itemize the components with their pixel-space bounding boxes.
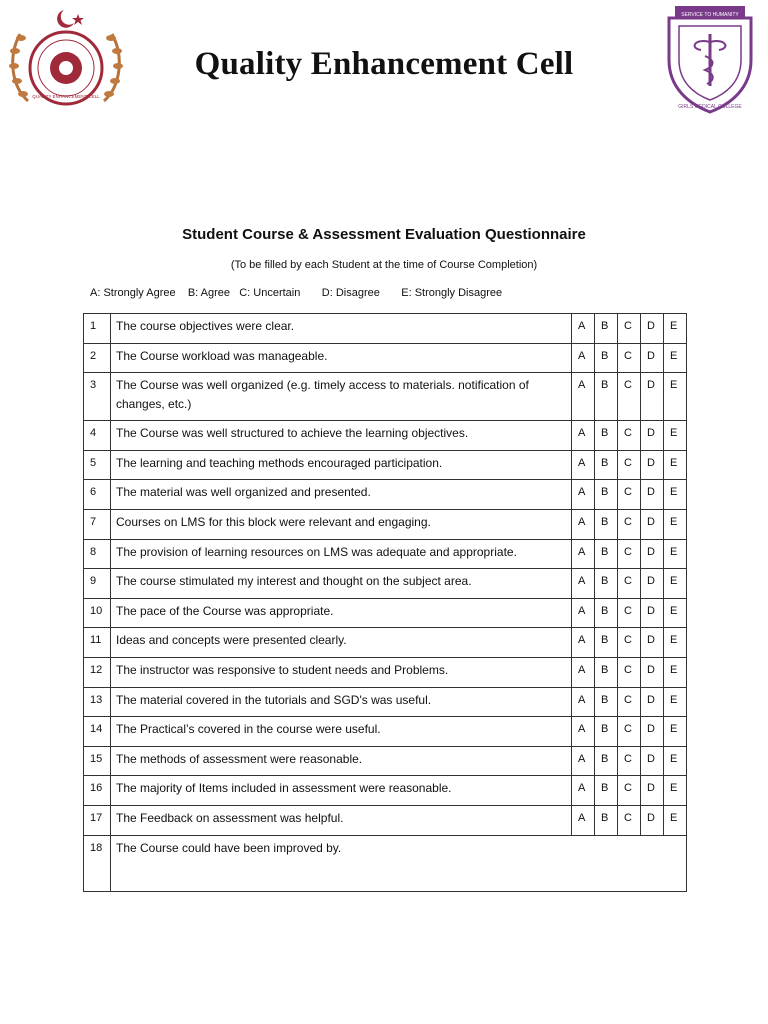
scale-d: D: Disagree <box>321 287 380 299</box>
option-e[interactable]: E <box>664 628 687 658</box>
option-c[interactable]: C <box>618 421 641 451</box>
question-row <box>84 480 687 510</box>
option-d[interactable]: D <box>641 421 664 451</box>
question-number: 11 <box>84 628 111 658</box>
option-a[interactable]: A <box>572 450 595 480</box>
option-a[interactable]: A <box>572 569 595 599</box>
option-b[interactable]: B <box>595 598 618 628</box>
question-text: The learning and teaching methods encouraged participation. <box>111 450 572 480</box>
option-c[interactable]: C <box>618 539 641 569</box>
option-b[interactable]: B <box>595 314 618 344</box>
option-c[interactable]: C <box>618 509 641 539</box>
option-c[interactable]: C <box>618 314 641 344</box>
option-c[interactable]: C <box>618 343 641 373</box>
question-number: 3 <box>84 373 111 421</box>
option-a[interactable]: A <box>572 314 595 344</box>
option-e[interactable]: E <box>664 598 687 628</box>
option-b[interactable]: B <box>595 343 618 373</box>
option-d[interactable]: D <box>641 746 664 776</box>
question-number: 16 <box>84 776 111 806</box>
question-number: 8 <box>84 539 111 569</box>
option-d[interactable]: D <box>641 628 664 658</box>
option-d[interactable]: D <box>641 657 664 687</box>
question-text: The methods of assessment were reasonable. <box>111 746 572 776</box>
form-title: Student Course & Assessment Evaluation Questionnaire <box>182 226 586 243</box>
option-c[interactable]: C <box>618 687 641 717</box>
option-e[interactable]: E <box>664 687 687 717</box>
question-row <box>84 539 687 569</box>
option-b[interactable]: B <box>595 450 618 480</box>
question-row <box>84 569 687 599</box>
option-a[interactable]: A <box>572 598 595 628</box>
option-b[interactable]: B <box>595 776 618 806</box>
option-e[interactable]: E <box>664 450 687 480</box>
option-d[interactable]: D <box>641 776 664 806</box>
question-row <box>84 687 687 717</box>
option-c[interactable]: C <box>618 717 641 747</box>
question-number: 13 <box>84 687 111 717</box>
option-e[interactable]: E <box>664 776 687 806</box>
option-d[interactable]: D <box>641 569 664 599</box>
question-text: Ideas and concepts were presented clearly. <box>111 628 572 658</box>
question-text: The Course was well organized (e.g. timely access to materials. notification of changes, etc.) <box>111 373 572 421</box>
qec-logo-text: QUALITY ENHANCEMENT CELL <box>32 94 100 99</box>
question-number: 14 <box>84 717 111 747</box>
option-b[interactable]: B <box>595 373 618 421</box>
option-d[interactable]: D <box>641 450 664 480</box>
option-b[interactable]: B <box>595 569 618 599</box>
option-a[interactable]: A <box>572 480 595 510</box>
question-number: 15 <box>84 746 111 776</box>
option-b[interactable]: B <box>595 657 618 687</box>
option-d[interactable]: D <box>641 509 664 539</box>
question-number: 17 <box>84 805 111 835</box>
option-e[interactable]: E <box>664 746 687 776</box>
questionnaire-table <box>83 313 687 892</box>
option-c[interactable]: C <box>618 746 641 776</box>
question-number: 9 <box>84 569 111 599</box>
question-row <box>84 421 687 451</box>
question-row <box>84 598 687 628</box>
option-c[interactable]: C <box>618 450 641 480</box>
option-a[interactable]: A <box>572 509 595 539</box>
question-number: 12 <box>84 657 111 687</box>
option-d[interactable]: D <box>641 805 664 835</box>
scale-a: A: Strongly Agree <box>90 287 176 299</box>
scale-e: E: Strongly Disagree <box>401 287 503 299</box>
option-c[interactable]: C <box>618 657 641 687</box>
question-text: The majority of Items included in assessment were reasonable. <box>111 776 572 806</box>
question-row <box>84 746 687 776</box>
option-d[interactable]: D <box>641 598 664 628</box>
form-instruction: (To be filled by each Student at the time of Course Completion) <box>230 259 538 271</box>
question-text: Courses on LMS for this block were relevant and engaging. <box>111 509 572 539</box>
option-d[interactable]: D <box>641 539 664 569</box>
option-a[interactable]: A <box>572 717 595 747</box>
option-b[interactable]: B <box>595 628 618 658</box>
option-c[interactable]: C <box>618 480 641 510</box>
option-c[interactable]: C <box>618 628 641 658</box>
option-c[interactable]: C <box>618 805 641 835</box>
option-b[interactable]: B <box>595 421 618 451</box>
question-row <box>84 717 687 747</box>
college-logo-text-top: SERVICE TO HUMANITY <box>681 12 739 18</box>
option-e[interactable]: E <box>664 421 687 451</box>
question-row <box>84 314 687 344</box>
question-text: The course objectives were clear. <box>111 314 572 344</box>
option-a[interactable]: A <box>572 421 595 451</box>
scale-c: C: Uncertain <box>239 287 301 299</box>
open-answer-field[interactable]: The Course could have been improved by. <box>111 835 687 891</box>
question-text: The course stimulated my interest and thought on the subject area. <box>111 569 572 599</box>
option-a[interactable]: A <box>572 628 595 658</box>
question-row <box>84 373 687 421</box>
option-e[interactable]: E <box>664 373 687 421</box>
question-row <box>84 450 687 480</box>
question-text: The material covered in the tutorials and SGD's was useful. <box>111 687 572 717</box>
page-title: Quality Enhancement Cell <box>194 46 574 82</box>
question-row <box>84 776 687 806</box>
scale-b: B: Agree <box>187 287 231 299</box>
question-row <box>84 628 687 658</box>
option-b[interactable]: B <box>595 480 618 510</box>
question-row <box>84 805 687 835</box>
option-a[interactable]: A <box>572 373 595 421</box>
question-text: The instructor was responsive to student needs and Problems. <box>111 657 572 687</box>
option-b[interactable]: B <box>595 717 618 747</box>
option-d[interactable]: D <box>641 687 664 717</box>
question-number: 2 <box>84 343 111 373</box>
option-e[interactable]: E <box>664 717 687 747</box>
option-e[interactable]: E <box>664 509 687 539</box>
question-number: 7 <box>84 509 111 539</box>
question-text: The Course was well structured to achieve the learning objectives. <box>111 421 572 451</box>
option-d[interactable]: D <box>641 480 664 510</box>
option-d[interactable]: D <box>641 343 664 373</box>
question-number: 1 <box>84 314 111 344</box>
college-logo-text-bottom: GIRLS MEDICAL COLLEGE <box>678 104 742 110</box>
question-text: The Practical’s covered in the course were useful. <box>111 717 572 747</box>
option-a[interactable]: A <box>572 539 595 569</box>
option-a[interactable]: A <box>572 776 595 806</box>
college-logo <box>655 4 765 116</box>
question-row-open <box>84 835 687 891</box>
question-text: The material was well organized and presented. <box>111 480 572 510</box>
question-text: The Feedback on assessment was helpful. <box>111 805 572 835</box>
question-text: The provision of learning resources on LMS was adequate and appropriate. <box>111 539 572 569</box>
option-e[interactable]: E <box>664 569 687 599</box>
option-b[interactable]: B <box>595 687 618 717</box>
question-number: 5 <box>84 450 111 480</box>
option-e[interactable]: E <box>664 480 687 510</box>
option-d[interactable]: D <box>641 717 664 747</box>
question-number: 4 <box>84 421 111 451</box>
question-row <box>84 657 687 687</box>
rating-scale-legend <box>90 287 502 299</box>
question-number: 10 <box>84 598 111 628</box>
question-number: 18 <box>84 835 111 891</box>
option-c[interactable]: C <box>618 569 641 599</box>
question-text: The Course workload was manageable. <box>111 343 572 373</box>
option-e[interactable]: E <box>664 805 687 835</box>
question-row <box>84 509 687 539</box>
question-text: The pace of the Course was appropriate. <box>111 598 572 628</box>
option-e[interactable]: E <box>664 657 687 687</box>
option-a[interactable]: A <box>572 746 595 776</box>
option-e[interactable]: E <box>664 539 687 569</box>
option-e[interactable]: E <box>664 314 687 344</box>
option-e[interactable]: E <box>664 343 687 373</box>
option-c[interactable]: C <box>618 598 641 628</box>
option-a[interactable]: A <box>572 657 595 687</box>
option-c[interactable]: C <box>618 373 641 421</box>
option-a[interactable]: A <box>572 343 595 373</box>
option-c[interactable]: C <box>618 776 641 806</box>
option-b[interactable]: B <box>595 805 618 835</box>
option-a[interactable]: A <box>572 805 595 835</box>
option-b[interactable]: B <box>595 509 618 539</box>
option-d[interactable]: D <box>641 373 664 421</box>
question-number: 6 <box>84 480 111 510</box>
option-d[interactable]: D <box>641 314 664 344</box>
question-row <box>84 343 687 373</box>
option-b[interactable]: B <box>595 746 618 776</box>
option-a[interactable]: A <box>572 687 595 717</box>
option-b[interactable]: B <box>595 539 618 569</box>
